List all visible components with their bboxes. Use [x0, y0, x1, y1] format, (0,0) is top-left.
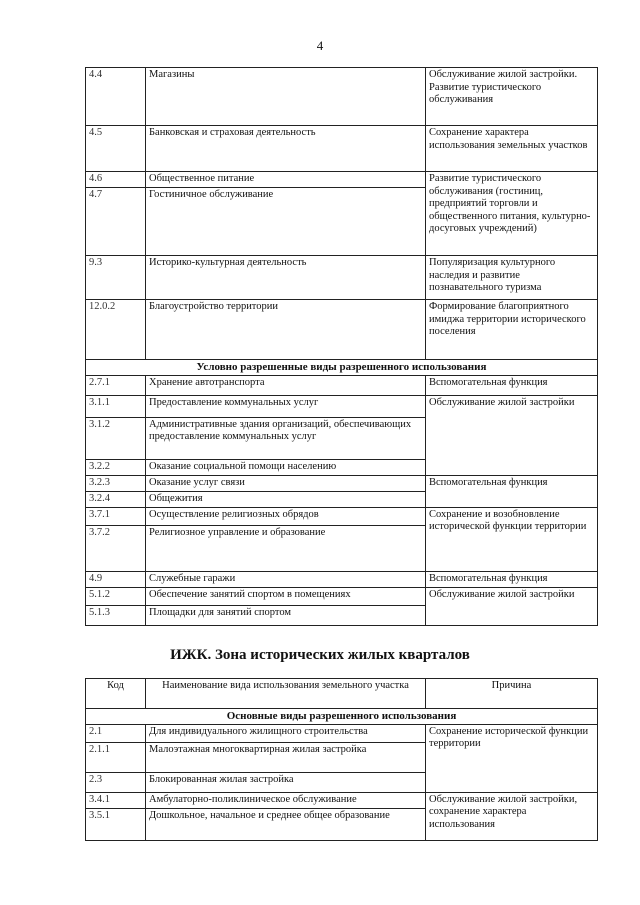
row-name: Дошкольное, начальное и среднее общее образование [146, 808, 426, 840]
section-row [86, 360, 598, 376]
table-row [86, 126, 598, 172]
table-row [86, 395, 598, 417]
header-code: Код [86, 679, 146, 709]
row-name: Площадки для занятий спортом [146, 605, 426, 625]
zone-title: ИЖК. Зона исторических жилых кварталов [170, 647, 470, 663]
row-code: 12.0.2 [86, 300, 146, 360]
row-code: 4.4 [86, 68, 146, 126]
section-heading-conditional: Условно разрешенные виды разрешенного использования [86, 360, 598, 376]
row-name: Хранение автотранспорта [146, 375, 426, 395]
row-code: 3.2.4 [86, 491, 146, 507]
row-reason: Популяризация культурного наследия и развитие познавательного туризма [426, 256, 598, 300]
row-code: 3.4.1 [86, 792, 146, 808]
section-row [86, 709, 598, 725]
row-name: Амбулаторно-поликлиническое обслуживание [146, 792, 426, 808]
table-row [86, 792, 598, 808]
row-code: 5.1.2 [86, 587, 146, 605]
row-reason: Вспомогательная функция [426, 571, 598, 587]
row-code: 3.2.3 [86, 475, 146, 491]
row-code: 4.6 [86, 172, 146, 188]
table-row [86, 507, 598, 525]
row-code: 2.1 [86, 724, 146, 742]
table-row [86, 375, 598, 395]
table-row [86, 68, 598, 126]
row-name: Служебные гаражи [146, 571, 426, 587]
row-code: 3.1.2 [86, 417, 146, 459]
row-name: Административные здания организаций, обеспечивающих предоставление коммунальных услуг [146, 417, 426, 459]
row-code: 2.3 [86, 772, 146, 792]
row-name: Общежития [146, 491, 426, 507]
row-code: 4.5 [86, 126, 146, 172]
row-name: Малоэтажная многоквартирная жилая застройка [146, 742, 426, 772]
table-row [86, 571, 598, 587]
table-row [86, 475, 598, 491]
section-heading-main: Основные виды разрешенного использования [86, 709, 598, 725]
row-name: Предоставление коммунальных услуг [146, 395, 426, 417]
row-name: Магазины [146, 68, 426, 126]
row-reason: Обслуживание жилой застройки, сохранение характера использования [426, 792, 598, 840]
table-row [86, 172, 598, 188]
izhk-zone-table [85, 678, 598, 841]
row-name: Оказание социальной помощи населению [146, 459, 426, 475]
row-code: 3.1.1 [86, 395, 146, 417]
table-row [86, 587, 598, 605]
row-name: Историко-культурная деятельность [146, 256, 426, 300]
row-code: 3.7.1 [86, 507, 146, 525]
table-row [86, 256, 598, 300]
row-reason: Вспомогательная функция [426, 375, 598, 395]
row-name: Оказание услуг связи [146, 475, 426, 491]
row-reason: Формирование благоприятного имиджа территории исторического поселения [426, 300, 598, 360]
row-name: Гостиничное обслуживание [146, 188, 426, 256]
permitted-uses-table-continued [85, 67, 598, 626]
header-row [86, 679, 598, 709]
row-name: Осуществление религиозных обрядов [146, 507, 426, 525]
row-code: 9.3 [86, 256, 146, 300]
table-row [86, 724, 598, 742]
row-name: Религиозное управление и образование [146, 525, 426, 571]
row-code: 5.1.3 [86, 605, 146, 625]
row-code: 3.7.2 [86, 525, 146, 571]
row-name: Общественное питание [146, 172, 426, 188]
row-name: Благоустройство территории [146, 300, 426, 360]
row-code: 2.1.1 [86, 742, 146, 772]
row-code: 4.7 [86, 188, 146, 256]
row-code: 2.7.1 [86, 375, 146, 395]
row-reason: Сохранение исторической функции территории [426, 724, 598, 792]
row-code: 4.9 [86, 571, 146, 587]
row-reason: Обслуживание жилой застройки [426, 587, 598, 625]
row-reason: Сохранение характера использования земельных участков [426, 126, 598, 172]
row-name: Банковская и страховая деятельность [146, 126, 426, 172]
row-name: Для индивидуального жилищного строительства [146, 724, 426, 742]
row-reason: Обслуживание жилой застройки. Развитие туристического обслуживания [426, 68, 598, 126]
row-reason: Обслуживание жилой застройки [426, 395, 598, 475]
row-code: 3.5.1 [86, 808, 146, 840]
row-reason: Сохранение и возобновление исторической функции территории [426, 507, 598, 571]
page-number: 4 [316, 38, 324, 53]
row-name: Обеспечение занятий спортом в помещениях [146, 587, 426, 605]
row-reason: Вспомогательная функция [426, 475, 598, 507]
row-name: Блокированная жилая застройка [146, 772, 426, 792]
header-reason: Причина [426, 679, 598, 709]
row-code: 3.2.2 [86, 459, 146, 475]
table-row [86, 300, 598, 360]
header-name: Наименование вида использования земельного участка [146, 679, 426, 709]
row-reason: Развитие туристического обслуживания (гостиниц, предприятий торговли и общественного питания, культурно-досуговых учреждений) [426, 172, 598, 256]
